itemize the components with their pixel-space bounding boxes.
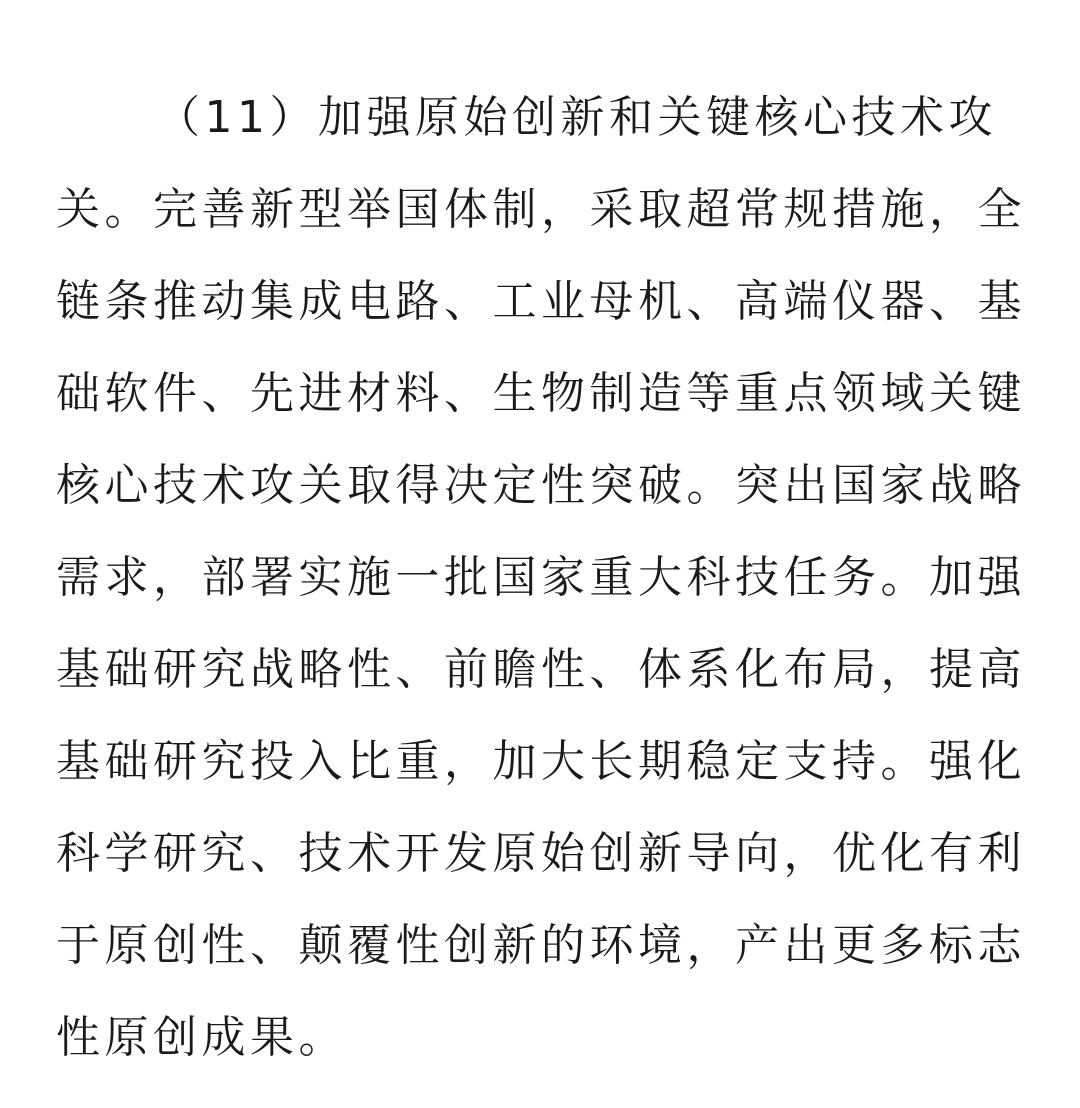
body-paragraph: （11）加强原始创新和关键核心技术攻关。完善新型举国体制，采取超常规措施，全链条推动集成电路、工业母机、高端仪器、基础软件、先进材料、生物制造等重点领域关键核心技术攻关取得决定性突破。突出国家战略需求，部署实施一批国家重大科技任务。加强基础研究战略性、前瞻性、体系化布局，提高基础研究投入比重，加大长期稳定支持。强化科学研究、技术开发原始创新导向，优化有利于原创性、颠覆性创新的环境，产出更多标志性原创成果。 — [56, 92, 1026, 1063]
